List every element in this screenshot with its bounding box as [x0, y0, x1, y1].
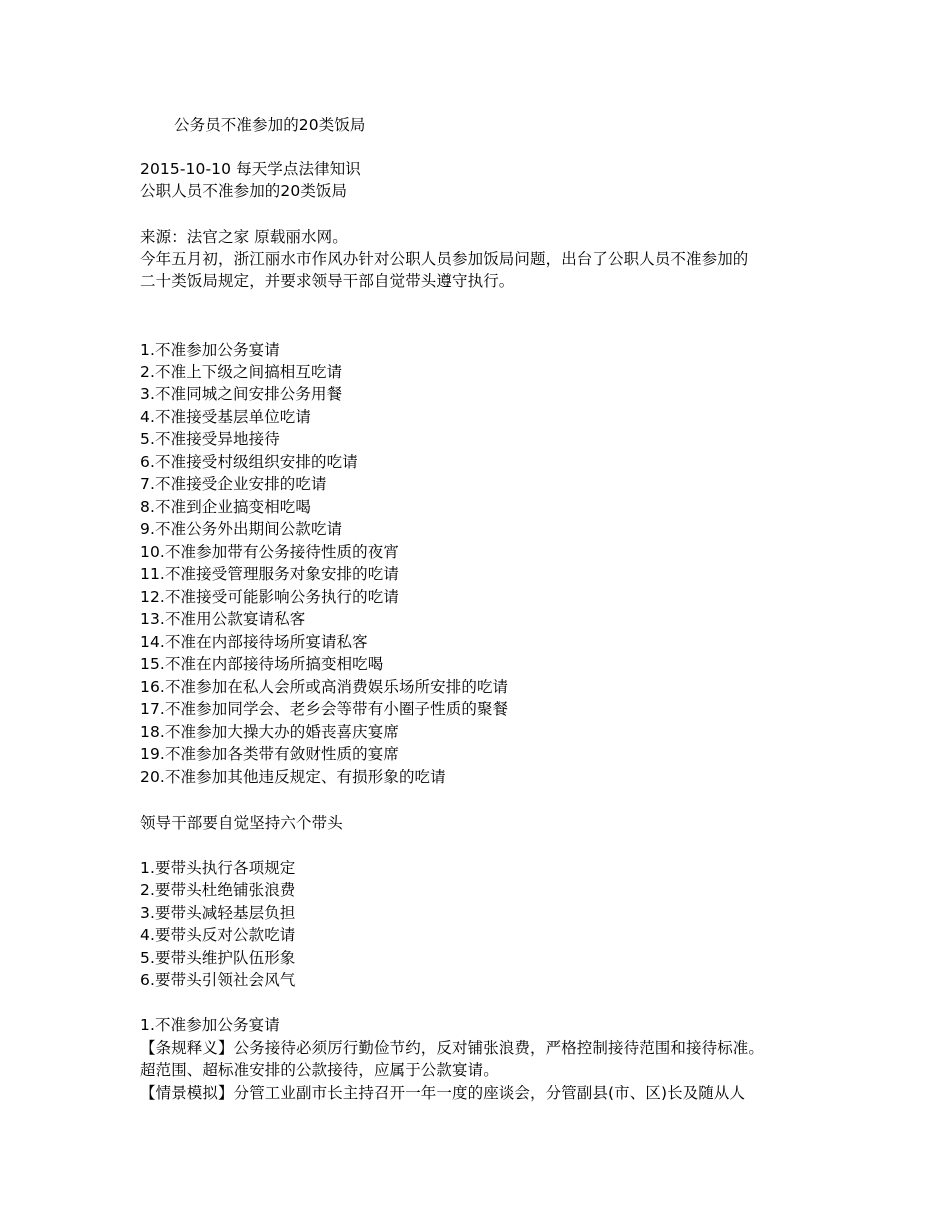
leader-item: 2.要带头杜绝铺张浪费	[140, 881, 296, 899]
rule-item: 5.不准接受异地接待	[140, 430, 280, 448]
rule-item: 10.不准参加带有公务接待性质的夜宵	[140, 543, 399, 561]
date-line: 2015-10-10 每天学点法律知识	[140, 160, 361, 178]
leader-item: 6.要带头引领社会风气	[140, 971, 296, 989]
rule-item: 19.不准参加各类带有敛财性质的宴席	[140, 745, 399, 763]
rule-item: 14.不准在内部接待场所宴请私客	[140, 633, 368, 651]
intro-line: 二十类饭局规定，并要求领导干部自觉带头遵守执行。	[140, 272, 515, 290]
detail-heading: 1.不准参加公务宴请	[140, 1016, 280, 1034]
document-title: 公务员不准参加的20类饭局	[174, 116, 366, 134]
rule-item: 7.不准接受企业安排的吃请	[140, 475, 327, 493]
detail-line: 【条规释义】公务接待必须厉行勤俭节约，反对铺张浪费，严格控制接待范围和接待标准。	[140, 1039, 765, 1057]
rule-item: 17.不准参加同学会、老乡会等带有小圈子性质的聚餐	[140, 700, 509, 718]
rule-item: 20.不准参加其他违反规定、有损形象的吃请	[140, 768, 446, 786]
rule-item: 18.不准参加大操大办的婚丧喜庆宴席	[140, 723, 399, 741]
detail-line: 【情景模拟】分管工业副市长主持召开一年一度的座谈会，分管副县(市、区)长及随从人	[140, 1084, 746, 1102]
rule-item: 4.不准接受基层单位吃请	[140, 408, 311, 426]
source-line: 来源：法官之家 原载丽水网。	[140, 228, 348, 246]
rule-item: 16.不准参加在私人会所或高消费娱乐场所安排的吃请	[140, 678, 509, 696]
rule-item: 1.不准参加公务宴请	[140, 341, 280, 359]
rule-item: 11.不准接受管理服务对象安排的吃请	[140, 565, 399, 583]
rule-item: 3.不准同城之间安排公务用餐	[140, 385, 343, 403]
rule-item: 2.不准上下级之间搞相互吃请	[140, 363, 343, 381]
rule-item: 12.不准接受可能影响公务执行的吃请	[140, 588, 399, 606]
detail-line: 超范围、超标准安排的公款接待，应属于公款宴请。	[140, 1061, 499, 1079]
rule-item: 6.不准接受村级组织安排的吃请	[140, 453, 358, 471]
rule-item: 13.不准用公款宴请私客	[140, 610, 306, 628]
intro-line: 今年五月初，浙江丽水市作风办针对公职人员参加饭局问题，出台了公职人员不准参加的	[140, 250, 749, 268]
leaders-heading: 领导干部要自觉坚持六个带头	[140, 814, 343, 832]
leader-item: 4.要带头反对公款吃请	[140, 926, 296, 944]
rule-item: 9.不准公务外出期间公款吃请	[140, 520, 343, 538]
leader-item: 5.要带头维护队伍形象	[140, 949, 296, 967]
leader-item: 1.要带头执行各项规定	[140, 859, 296, 877]
subtitle: 公职人员不准参加的20类饭局	[140, 182, 348, 200]
rule-item: 15.不准在内部接待场所搞变相吃喝	[140, 655, 384, 673]
rule-item: 8.不准到企业搞变相吃喝	[140, 498, 311, 516]
leader-item: 3.要带头减轻基层负担	[140, 904, 296, 922]
